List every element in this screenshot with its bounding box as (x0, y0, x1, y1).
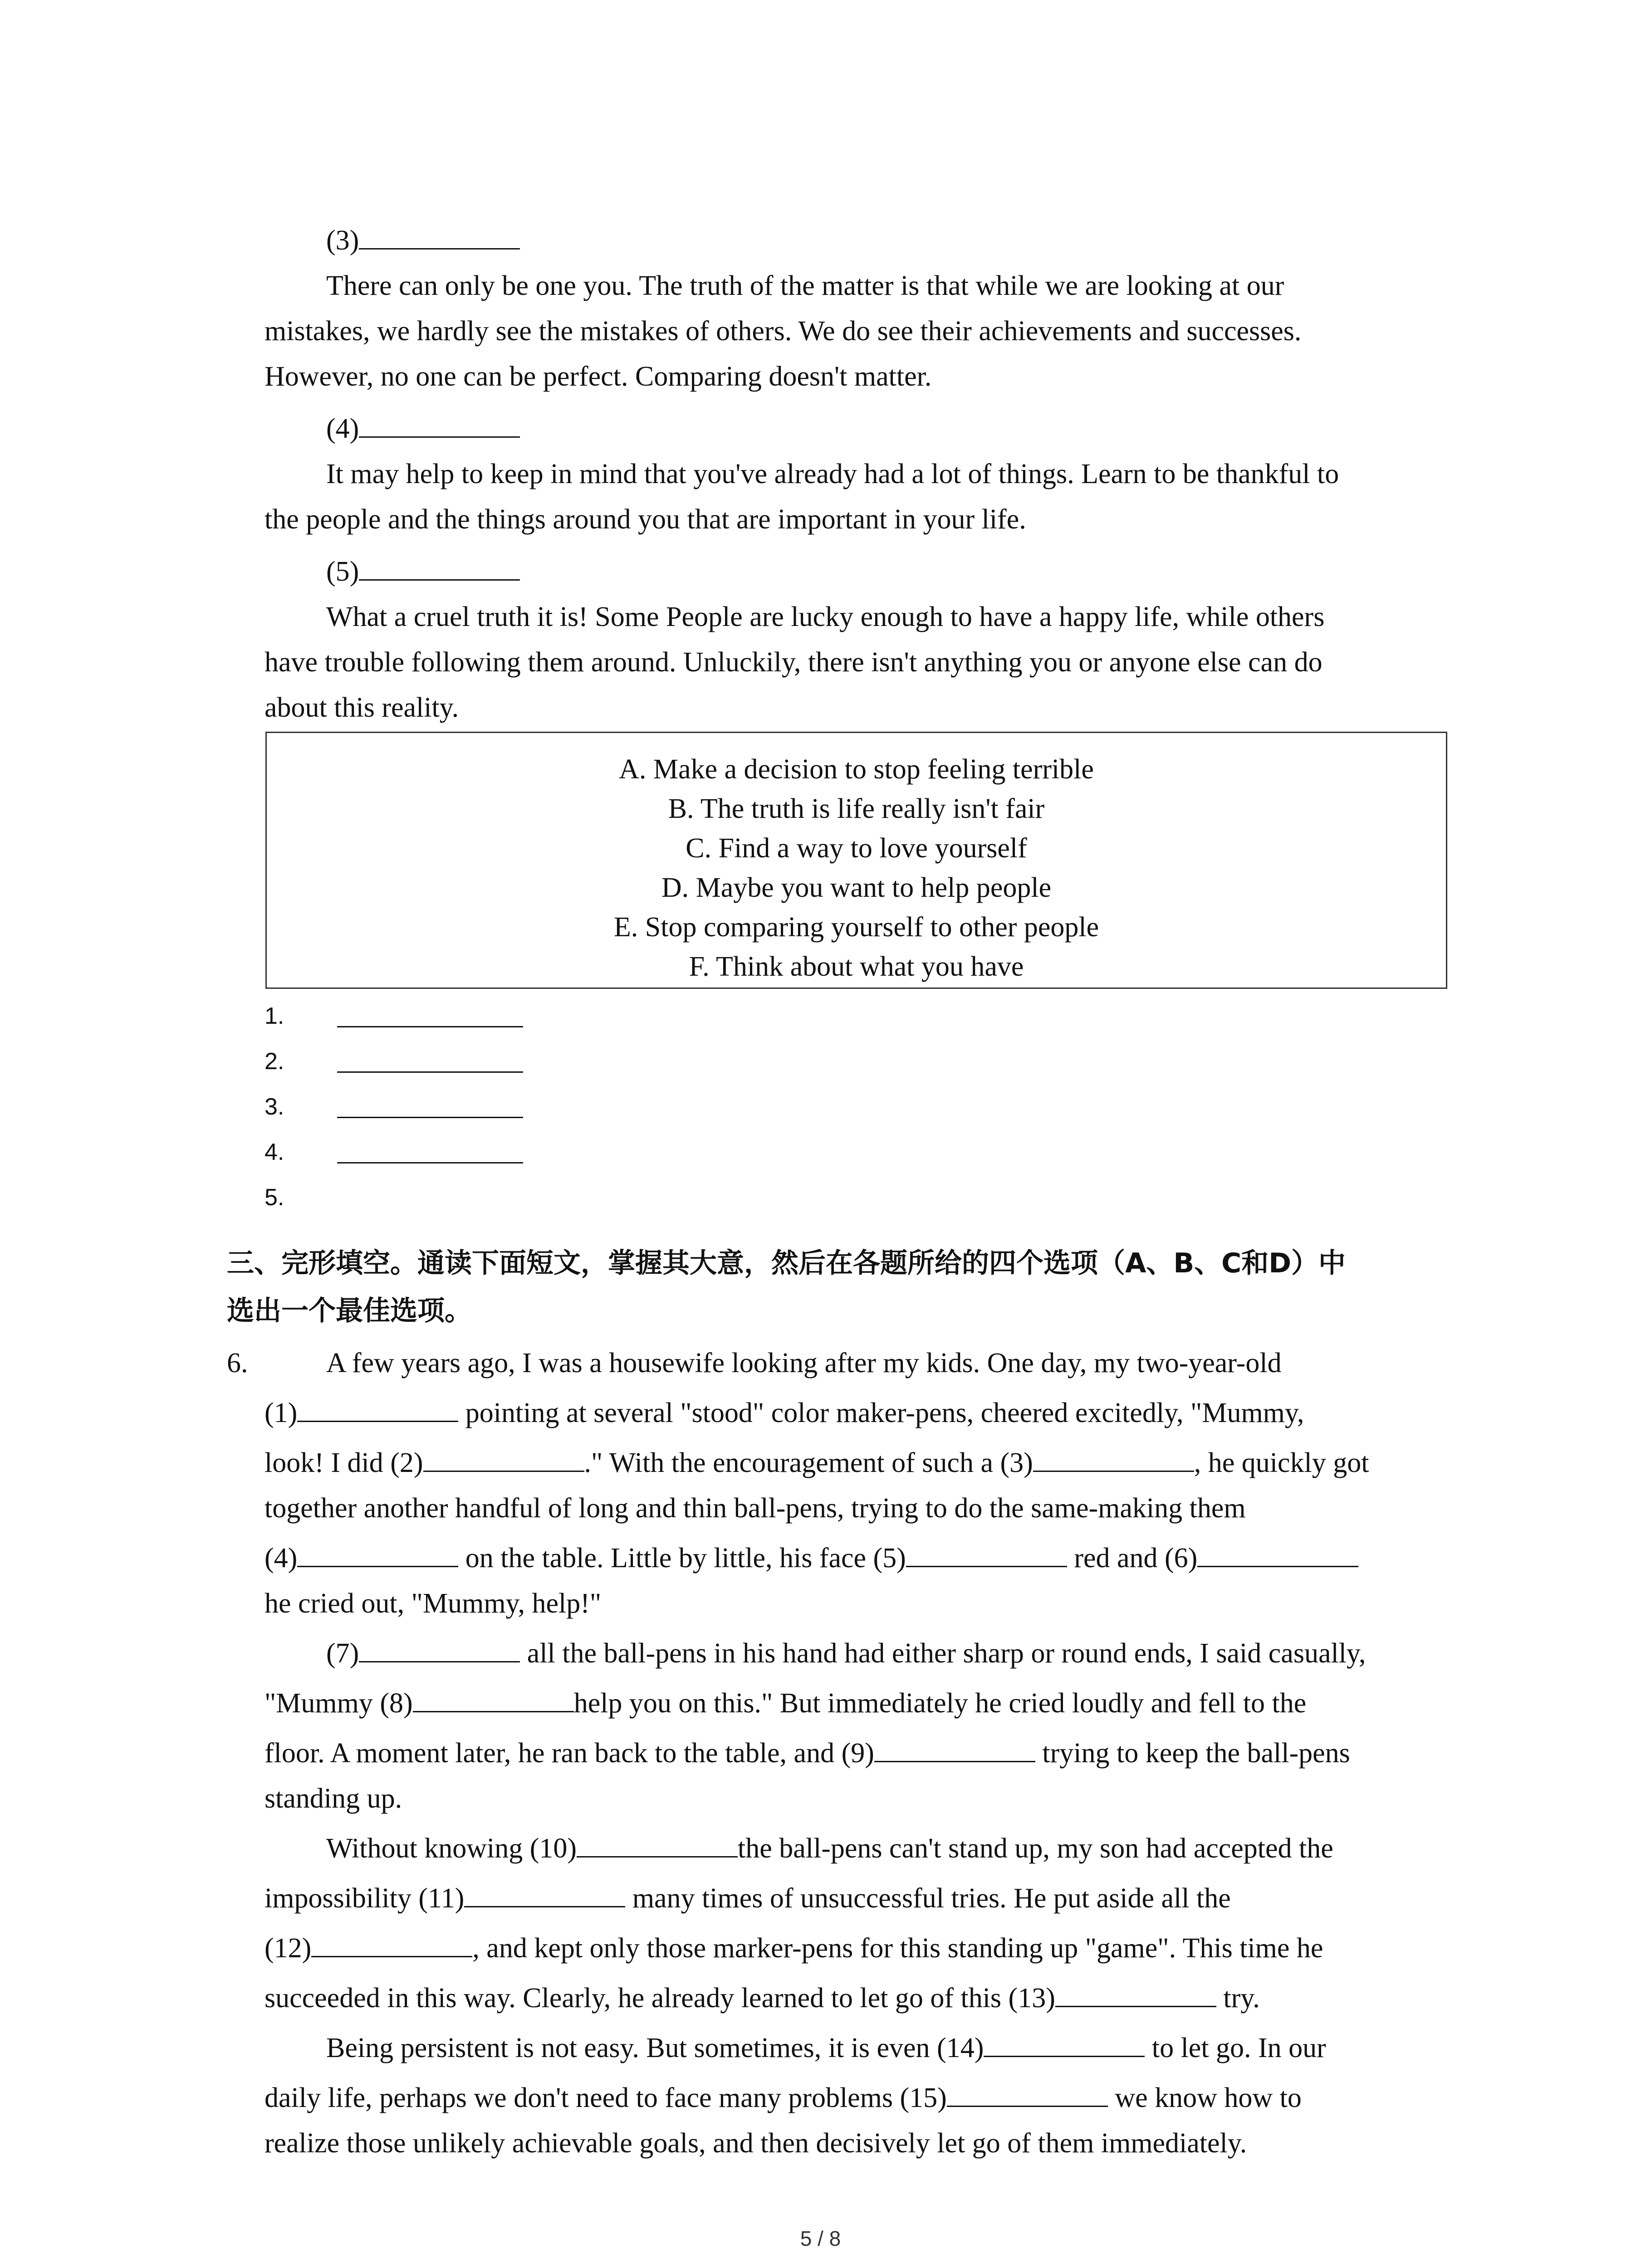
answer-number: 3. (265, 1094, 284, 1120)
cloze-blank-12[interactable] (311, 1931, 472, 1957)
cloze-line: impossibility (11) many times of unsuccessful tries. He put aside all the (265, 1876, 1231, 1921)
answer-number: 5. (265, 1184, 284, 1211)
paragraph-line: the people and the things around you that are important in your life. (265, 504, 1026, 535)
option-b: B. The truth is life really isn't fair (668, 793, 1045, 824)
paragraph-line: What a cruel truth it is! Some People are lucky enough to have a happy life, while others (326, 601, 1325, 632)
cloze-blank-8[interactable] (413, 1686, 574, 1712)
question-5-label (326, 549, 520, 594)
section-heading: 选出一个最佳选项。 (227, 1295, 472, 1327)
cloze-line: standing up. (265, 1783, 402, 1814)
paragraph-line: about this reality. (265, 692, 459, 723)
paragraph-line: There can only be one you. The truth of the matter is that while we are looking at our (326, 270, 1284, 301)
question-6-number: 6. (227, 1348, 248, 1378)
cloze-line: Being persistent is not easy. But sometimes, it is even (14) to let go. In our (326, 2025, 1326, 2071)
cloze-line: (12) , and kept only those marker-pens for this standing up "game". This time he (265, 1926, 1323, 1971)
cloze-blank-2[interactable] (423, 1445, 584, 1472)
cloze-line: look! I did (2) ." With the encouragement of such a (3) , he quickly got (265, 1440, 1369, 1486)
options-box (265, 732, 1447, 989)
section-heading: 三、完形填空。通读下面短文，掌握其大意，然后在各题所给的四个选项（A、B、C和D）中 (227, 1247, 1346, 1279)
answer-line[interactable] (337, 1117, 523, 1118)
cloze-line: succeeded in this way. Clearly, he already learned to let go of this (13) try. (265, 1975, 1260, 2021)
paragraph-line: mistakes, we hardly see the mistakes of others. We do see their achievements and successes. (265, 316, 1302, 347)
cloze-blank-6[interactable] (1197, 1540, 1358, 1567)
cloze-blank-10[interactable] (577, 1831, 738, 1857)
cloze-line: (1) pointing at several "stood" color maker-pens, cheered excitedly, "Mummy, (265, 1390, 1304, 1436)
cloze-blank-14[interactable] (984, 2030, 1145, 2057)
page-number: 5 / 8 (800, 2227, 841, 2250)
paragraph-line: However, no one can be perfect. Comparing doesn't matter. (265, 361, 932, 392)
option-f: F. Think about what you have (689, 951, 1024, 982)
question-label: (3) (326, 225, 359, 256)
cloze-blank-11[interactable] (464, 1881, 625, 1907)
answer-blank[interactable] (359, 554, 520, 581)
cloze-blank-1[interactable] (297, 1395, 458, 1422)
cloze-blank-7[interactable] (359, 1636, 520, 1662)
answer-line[interactable] (337, 1071, 523, 1073)
question-3-label (326, 218, 520, 263)
cloze-line: together another handful of long and thin ball-pens, trying to do the same-making them (265, 1493, 1246, 1524)
cloze-line: daily life, perhaps we don't need to face many problems (15) we know how to (265, 2075, 1302, 2121)
cloze-line: realize those unlikely achievable goals, and then decisively let go of them immediately. (265, 2128, 1247, 2159)
answer-number: 4. (265, 1139, 284, 1165)
cloze-blank-9[interactable] (874, 1735, 1035, 1762)
cloze-line: (7) all the ball-pens in his hand had either sharp or round ends, I said casually, (326, 1631, 1366, 1676)
answer-number: 2. (265, 1048, 284, 1075)
question-4-label (326, 406, 520, 451)
cloze-blank-15[interactable] (947, 2080, 1108, 2107)
cloze-blank-5[interactable] (906, 1540, 1067, 1567)
cloze-line: "Mummy (8) help you on this." But immediately he cried loudly and fell to the (265, 1681, 1306, 1726)
cloze-line: he cried out, "Mummy, help!" (265, 1588, 602, 1619)
cloze-line: (4) on the table. Little by little, his face (5) red and (6) (265, 1535, 1358, 1581)
option-a: A. Make a decision to stop feeling terrible (619, 754, 1094, 785)
cloze-blank-3[interactable] (1033, 1445, 1194, 1472)
answer-line[interactable] (337, 1026, 523, 1027)
option-c: C. Find a way to love yourself (686, 833, 1027, 864)
option-d: D. Maybe you want to help people (661, 872, 1052, 903)
cloze-line: Without knowing (10) the ball-pens can't stand up, my son had accepted the (326, 1826, 1333, 1871)
answer-number: 1. (265, 1003, 284, 1029)
question-label: (5) (326, 556, 359, 587)
answer-blank[interactable] (359, 411, 520, 438)
option-e: E. Stop comparing yourself to other people (613, 912, 1099, 943)
paragraph-line: It may help to keep in mind that you've already had a lot of things. Learn to be thankful to (326, 459, 1339, 489)
answer-line[interactable] (337, 1162, 523, 1163)
question-label: (4) (326, 413, 359, 444)
cloze-line: floor. A moment later, he ran back to the table, and (9) trying to keep the ball-pens (265, 1730, 1350, 1776)
cloze-line: A few years ago, I was a housewife looking after my kids. One day, my two-year-old (326, 1348, 1282, 1378)
cloze-blank-13[interactable] (1055, 1980, 1216, 2007)
answer-blank[interactable] (359, 223, 520, 249)
cloze-blank-4[interactable] (297, 1540, 458, 1567)
paragraph-line: have trouble following them around. Unluckily, there isn't anything you or anyone else can do (265, 647, 1323, 678)
